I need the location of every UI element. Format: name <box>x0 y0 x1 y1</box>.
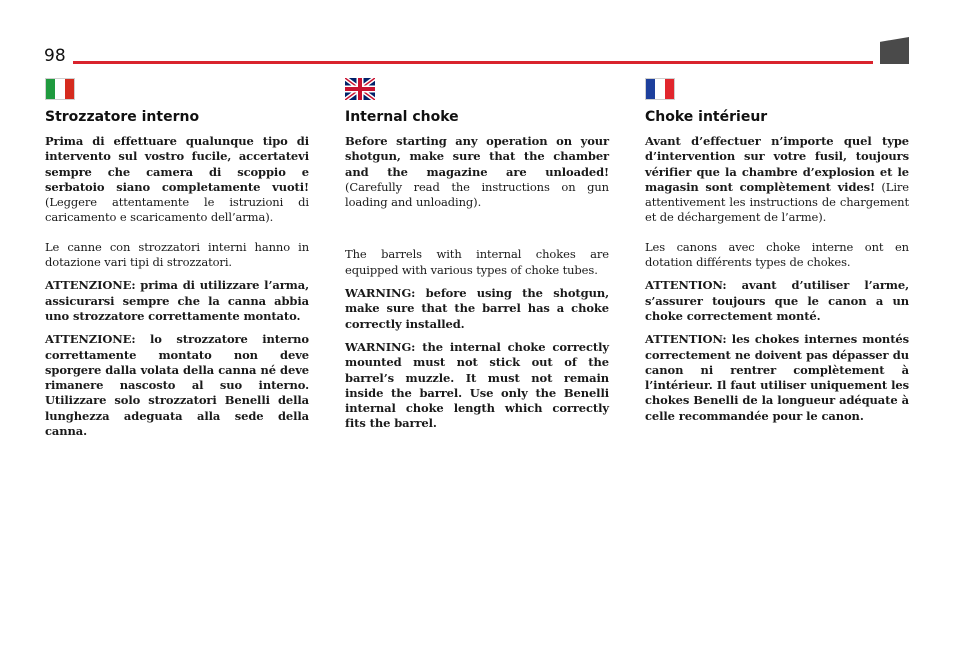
intro-text: (Leggere attentamente le istruzioni di caricamento e scaricamento dell’arma). <box>45 195 309 225</box>
info-paragraph: Le canne con strozzatori interni hanno in dotazione vari tipi di strozzatori. <box>45 239 309 270</box>
intro-bold-text: Prima di effettuare qualunque tipo di intervento sul vostro fucile, accertatevi sempre che camera di scoppio e serbatoio siano completamente vuoti! <box>45 134 309 194</box>
uk-flag-icon <box>345 78 375 100</box>
warning-paragraph: ATTENTION: les chokes internes montés correctement ne doivent pas dépasser du canon ni rentrer complètement à l’intérieur. Il faut utiliser uniquement les chokes Benelli de la longueur adéquate à celle recommandée pour le canon. <box>645 332 909 423</box>
intro-bold-text: Before starting any operation on your shotgun, make sure that the chamber and the magazine are unloaded! <box>345 134 609 179</box>
section-title: Strozzatore interno <box>45 109 200 125</box>
column-english <box>345 78 609 440</box>
italian-flag-icon <box>45 78 75 100</box>
header-rule <box>73 61 873 64</box>
column-italian <box>45 78 309 447</box>
section-title: Internal choke <box>345 109 459 125</box>
warning-paragraph: ATTENZIONE: lo strozzatore interno correttamente montato non deve sporgere dalla volata della canna né deve rimanere nascosto al suo interno. Utilizzare solo strozzatori Benelli della lunghezza adeguata alla sede della canna. <box>45 332 309 439</box>
intro-text: (Carefully read the instructions on gun loading and unloading). <box>345 179 609 210</box>
intro-paragraph <box>45 134 309 226</box>
warning-paragraph: ATTENZIONE: prima di utilizzare l’arma, assicurarsi sempre che la canna abbia uno strozzatore correttamente montato. <box>45 278 309 323</box>
corner-tab <box>880 37 909 64</box>
french-flag-icon <box>645 78 675 100</box>
column-french <box>645 78 909 432</box>
page-number: 98 <box>44 46 66 66</box>
intro-paragraph <box>345 134 609 210</box>
warning-paragraph: WARNING: before using the shotgun, make sure that the barrel has a choke correctly installed. <box>345 286 609 331</box>
section-title: Choke intérieur <box>645 109 768 125</box>
warning-paragraph: ATTENTION: avant d’utiliser l’arme, s’assurer toujours que le canon a un choke correctement monté. <box>645 278 909 323</box>
intro-bold-text: Avant d’effectuer n’importe quel type d’intervention sur votre fusil, toujours vérifier que la chambre d’explosion et le magasin sont complètement vides! <box>645 134 909 194</box>
intro-text: (Lire attentivement les instructions de chargement et de déchargement de l’arme). <box>645 179 909 225</box>
info-paragraph: Les canons avec choke interne ont en dotation différents types de chokes. <box>645 239 909 270</box>
intro-paragraph <box>645 134 909 226</box>
warning-paragraph: WARNING: the internal choke correctly mounted must not stick out of the barrel’s muzzle. It must not remain inside the barrel. Use only the Benelli internal choke length which correctly fits the barrel. <box>345 339 609 431</box>
info-paragraph: The barrels with internal chokes are equipped with various types of choke tubes. <box>345 247 609 277</box>
